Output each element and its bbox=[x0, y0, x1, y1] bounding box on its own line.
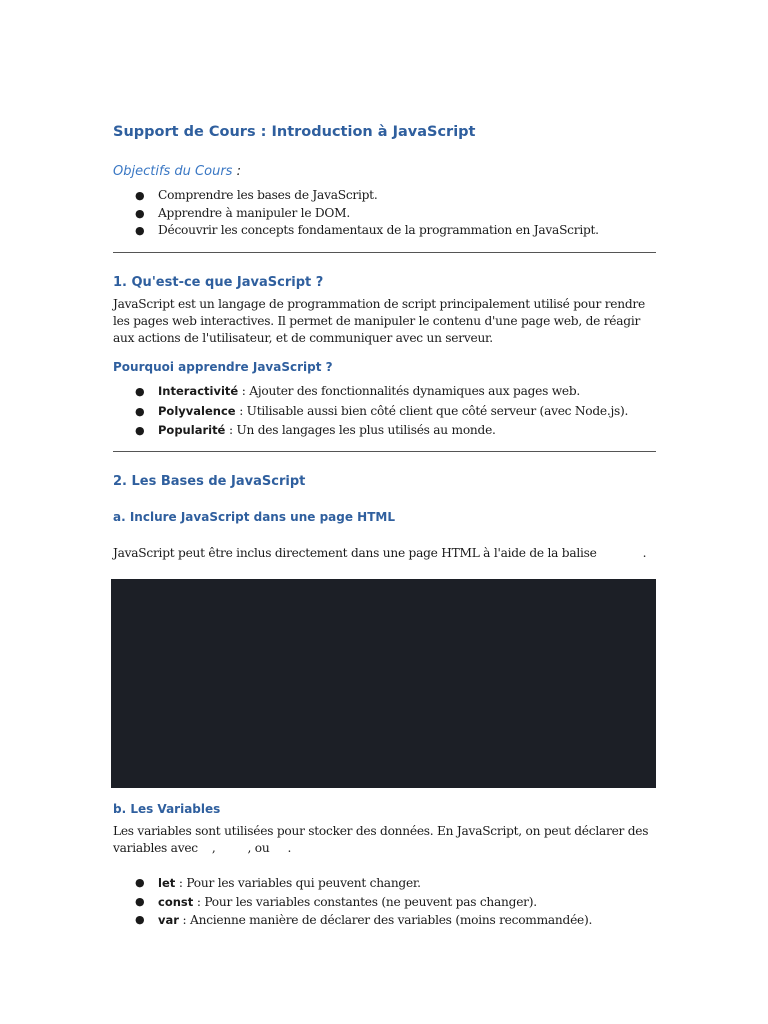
list-item bbox=[113, 893, 656, 912]
section-2b-line-2d: . bbox=[287, 841, 292, 855]
bullet-icon: ● bbox=[135, 424, 145, 437]
bullet-icon: ● bbox=[135, 894, 145, 908]
section-2b-paragraph bbox=[113, 823, 656, 857]
bullet-icon: ● bbox=[135, 385, 145, 398]
list-item-term: Polyvalence bbox=[158, 403, 236, 418]
section-2b-line-2c: , ou bbox=[247, 841, 270, 855]
section-2b-line-2b: , bbox=[211, 841, 216, 855]
section-2b-line-1: Les variables sont utilisées pour stocker des données. En JavaScript, on peut déclarer des bbox=[113, 824, 649, 838]
section-1-heading: 1. Qu'est-ce que JavaScript ? bbox=[113, 275, 324, 290]
bullet-icon: ● bbox=[135, 913, 145, 926]
list-item bbox=[113, 874, 656, 893]
objectives-heading bbox=[113, 164, 241, 179]
list-item-text: : Utilisable aussi bien côté client que côté serveur (avec Node.js). bbox=[235, 403, 629, 418]
document-title: Support de Cours : Introduction à JavaScript bbox=[113, 124, 476, 140]
bullet-icon: ● bbox=[135, 224, 145, 238]
list-item bbox=[113, 911, 656, 930]
list-item bbox=[113, 402, 656, 422]
bullet-icon: ● bbox=[135, 876, 145, 889]
section-2a-period: . bbox=[642, 546, 647, 560]
bullet-icon: ● bbox=[135, 206, 145, 220]
section-2b-heading: b. Les Variables bbox=[113, 802, 221, 816]
section-2b-line-2a: variables avec bbox=[113, 841, 198, 855]
bullet-icon: ● bbox=[135, 404, 145, 418]
why-learn-heading: Pourquoi apprendre JavaScript ? bbox=[113, 360, 333, 374]
objectives-heading-label: Objectifs du Cours bbox=[113, 164, 233, 179]
bullet-icon: ● bbox=[135, 189, 145, 202]
list-item-text: : Ajouter des fonctionnalités dynamiques aux pages web. bbox=[238, 384, 581, 398]
section-2a-paragraph bbox=[113, 545, 656, 562]
list-item-text: : Ancienne manière de déclarer des variables (moins recommandée). bbox=[178, 913, 593, 927]
list-item-text: Comprendre les bases de JavaScript. bbox=[158, 188, 378, 202]
list-item bbox=[113, 222, 656, 240]
objectives-heading-colon: : bbox=[232, 164, 241, 179]
list-item-term: let bbox=[158, 876, 176, 890]
list-item bbox=[113, 421, 656, 441]
list-item bbox=[113, 382, 656, 402]
why-learn-list bbox=[113, 382, 656, 441]
section-1-paragraph: JavaScript est un langage de programmation de script principalement utilisé pour rendre les pages web interactives. Il permet de manipuler le contenu d'une page web, de réagir aux actions de l'utilisateur, et de communiquer avec un serveur. bbox=[113, 297, 645, 345]
list-item-text: Découvrir les concepts fondamentaux de la programmation en JavaScript. bbox=[158, 223, 599, 238]
horizontal-divider bbox=[113, 252, 656, 253]
list-item-term: var bbox=[158, 913, 179, 927]
list-item-term: Popularité bbox=[158, 423, 226, 437]
section-2a-heading: a. Inclure JavaScript dans une page HTML bbox=[113, 510, 395, 524]
list-item-text: Apprendre à manipuler le DOM. bbox=[158, 205, 351, 220]
horizontal-divider bbox=[113, 451, 656, 452]
objectives-list bbox=[113, 187, 656, 240]
list-item-text: : Pour les variables qui peuvent changer. bbox=[175, 876, 421, 890]
list-item-term: Interactivité bbox=[158, 384, 239, 398]
list-item-term: const bbox=[158, 894, 194, 909]
section-2a-text: JavaScript peut être inclus directement dans une page HTML à l'aide de la balise bbox=[113, 546, 597, 560]
list-item-text: : Un des langages les plus utilisés au monde. bbox=[225, 423, 496, 437]
section-2-heading: 2. Les Bases de JavaScript bbox=[113, 474, 306, 489]
list-item-text: : Pour les variables constantes (ne peuvent pas changer). bbox=[193, 894, 537, 909]
variables-list bbox=[113, 874, 656, 930]
list-item bbox=[113, 205, 656, 223]
list-item bbox=[113, 187, 656, 205]
code-block bbox=[111, 579, 656, 788]
